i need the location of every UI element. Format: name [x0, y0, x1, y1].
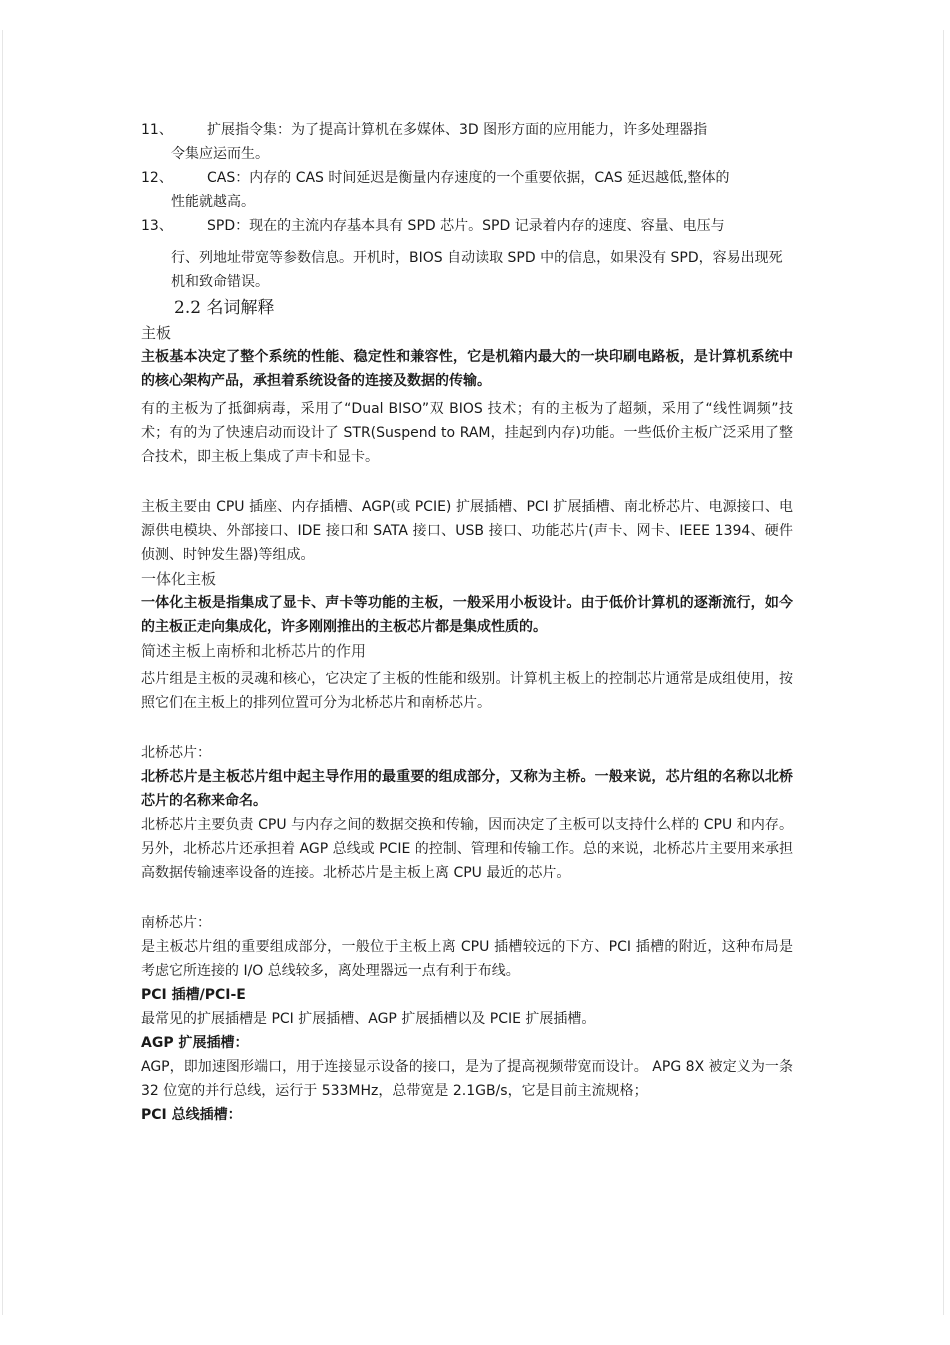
north-heading: 北桥芯片： — [141, 745, 211, 761]
pcibus-heading: PCI 总线插槽： — [141, 1107, 242, 1123]
page-edge-left — [2, 30, 3, 1315]
south-paragraph: 是主板芯片组的重要组成部分，一般位于主板上离 CPU 插槽较远的下方、PCI 插槽的附近，这种布局是考虑它所连接的 I/O 总线较多，离处理器远一点有利于布线。 — [141, 939, 793, 979]
integrated-heading: 一体化主板 — [141, 570, 217, 588]
item-number: 12、 — [141, 170, 173, 186]
list-item-12 — [141, 166, 793, 190]
pci-paragraph: 最常见的扩展插槽是 PCI 扩展插槽、AGP 扩展插槽以及 PCIE 扩展插槽。 — [141, 1011, 596, 1027]
integrated-paragraph: 一体化主板是指集成了显卡、声卡等功能的主板，一般采用小板设计。由于低价计算机的逐渐流行，如今的主板正走向集成化，许多刚刚推出的主板芯片都是集成性质的。 — [141, 595, 793, 635]
item-continuation: 性能就越高。 — [171, 194, 255, 210]
item-text: CAS：内存的 CAS 时间延迟是衡量内存速度的一个重要依据，CAS 延迟越低,整体的 — [207, 170, 730, 186]
item-number: 11、 — [141, 122, 173, 138]
pci-heading: PCI 插槽/PCI-E — [141, 987, 246, 1003]
bridges-heading: 简述主板上南桥和北桥芯片的作用 — [141, 642, 367, 660]
agp-heading: AGP 扩展插槽： — [141, 1035, 249, 1051]
section-title: 2.2 名词解释 — [174, 298, 275, 318]
bridges-paragraph: 芯片组是主板的灵魂和核心，它决定了主板的性能和级别。计算机主板上的控制芯片通常是成组使用，按照它们在主板上的排列位置可分为北桥芯片和南桥芯片。 — [141, 671, 793, 711]
south-heading: 南桥芯片： — [141, 915, 211, 931]
page-edge-right — [943, 30, 944, 1315]
item-continuation: 行、列地址带宽等参数信息。开机时，BIOS 自动读取 SPD 中的信息，如果没有 SPD，容易出现死机和致命错误。 — [171, 250, 783, 290]
north-paragraph-1: 北桥芯片是主板芯片组中起主导作用的最重要的组成部分，又称为主桥。一般来说，芯片组的名称以北桥芯片的名称来命名。 — [141, 769, 793, 809]
item-text: SPD：现在的主流内存基本具有 SPD 芯片。SPD 记录着内存的速度、容量、电压与 — [207, 218, 725, 234]
mainboard-paragraph-2: 有的主板为了抵御病毒，采用了“Dual BISO”双 BIOS 技术；有的主板为了超频，采用了“线性调频”技术；有的为了快速启动而设计了 STR(Suspend to RAM，挂起到内存)功能。一些低价主板广泛采用了整合技术，即主板上集成了声卡和显卡。 — [141, 401, 793, 465]
item-text: 扩展指令集：为了提高计算机在多媒体、3D 图形方面的应用能力，许多处理器指 — [207, 122, 708, 138]
mainboard-paragraph-3: 主板主要由 CPU 插座、内存插槽、AGP(或 PCIE) 扩展插槽、PCI 扩展插槽、南北桥芯片、电源接口、电源供电模块、外部接口、IDE 接口和 SATA 接口、USB 接口、功能芯片(声卡、网卡、IEEE 1394、硬件侦测、时钟发生器)等组成。 — [141, 499, 793, 563]
list-item-11 — [141, 118, 793, 142]
agp-paragraph: AGP，即加速图形端口，用于连接显示设备的接口，是为了提高视频带宽而设计。 APG 8X 被定义为一条 32 位宽的并行总线，运行于 533MHz，总带宽是 2.1GB/s，它是目前主流规格； — [141, 1059, 793, 1099]
document-body — [141, 118, 793, 1127]
list-item-13 — [141, 214, 793, 238]
item-continuation: 令集应运而生。 — [171, 146, 269, 162]
mainboard-heading: 主板 — [141, 324, 172, 342]
north-paragraph-2: 北桥芯片主要负责 CPU 与内存之间的数据交换和传输，因而决定了主板可以支持什么样的 CPU 和内存。另外，北桥芯片还承担着 AGP 总线或 PCIE 的控制、管理和传输工作。总的来说，北桥芯片主要用来承担高数据传输速率设备的连接。北桥芯片是主板上离 CPU 最近的芯片。 — [141, 817, 793, 881]
mainboard-paragraph-1: 主板基本决定了整个系统的性能、稳定性和兼容性，它是机箱内最大的一块印刷电路板，是计算机系统中的核心架构产品，承担着系统设备的连接及数据的传输。 — [141, 349, 793, 389]
item-number: 13、 — [141, 218, 173, 234]
